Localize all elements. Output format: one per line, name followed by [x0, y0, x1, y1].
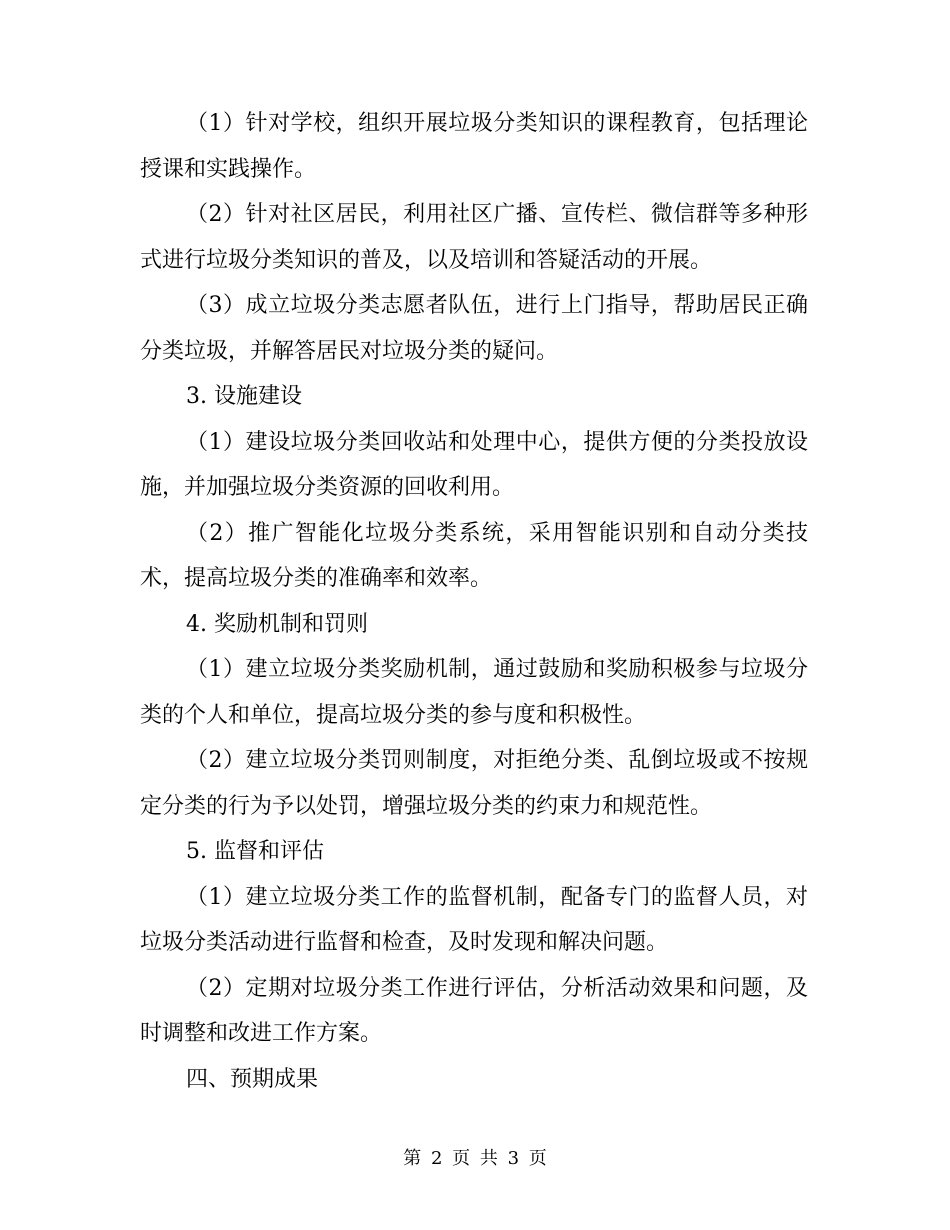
paragraph-reward-mechanism: （1）建立垃圾分类奖励机制，通过鼓励和奖励积极参与垃圾分类的个人和单位，提高垃圾分类的参与度和积极性。 — [140, 657, 808, 728]
paragraph-penalty-system: （2）建立垃圾分类罚则制度，对拒绝分类、乱倒垃圾或不按规定分类的行为予以处罚，增强垃圾分类的约束力和规范性。 — [140, 748, 808, 819]
section-heading-supervision: 5. 监督和评估 — [186, 839, 324, 864]
section-heading-rewards-penalties: 4. 奖励机制和罚则 — [186, 611, 368, 637]
paragraph-community-residents: （2）针对社区居民，利用社区广播、宣传栏、微信群等多种形式进行垃圾分类知识的普及，以及培训和答疑活动的开展。 — [140, 202, 808, 273]
section-heading-expected-results: 四、预期成果 — [186, 1066, 319, 1092]
section-heading-facilities: 3. 设施建设 — [186, 384, 302, 409]
paragraph-school-education: （1）针对学校，组织开展垃圾分类知识的课程教育，包括理论授课和实践操作。 — [140, 111, 808, 182]
document-body — [140, 101, 808, 1102]
paragraph-smart-system: （2）推广智能化垃圾分类系统，采用智能识别和自动分类技术，提高垃圾分类的准确率和效率。 — [140, 520, 808, 591]
paragraph-evaluation: （2）定期对垃圾分类工作进行评估，分析活动效果和问题，及时调整和改进工作方案。 — [140, 975, 808, 1046]
paragraph-volunteer-team: （3）成立垃圾分类志愿者队伍，进行上门指导，帮助居民正确分类垃圾，并解答居民对垃圾分类的疑问。 — [140, 293, 808, 364]
paragraph-supervision-mechanism: （1）建立垃圾分类工作的监督机制，配备专门的监督人员，对垃圾分类活动进行监督和检查，及时发现和解决问题。 — [140, 884, 808, 955]
paragraph-recycling-stations: （1）建设垃圾分类回收站和处理中心，提供方便的分类投放设施，并加强垃圾分类资源的回收利用。 — [140, 429, 808, 500]
page-number-footer: 第 2 页 共 3 页 — [403, 1148, 547, 1169]
